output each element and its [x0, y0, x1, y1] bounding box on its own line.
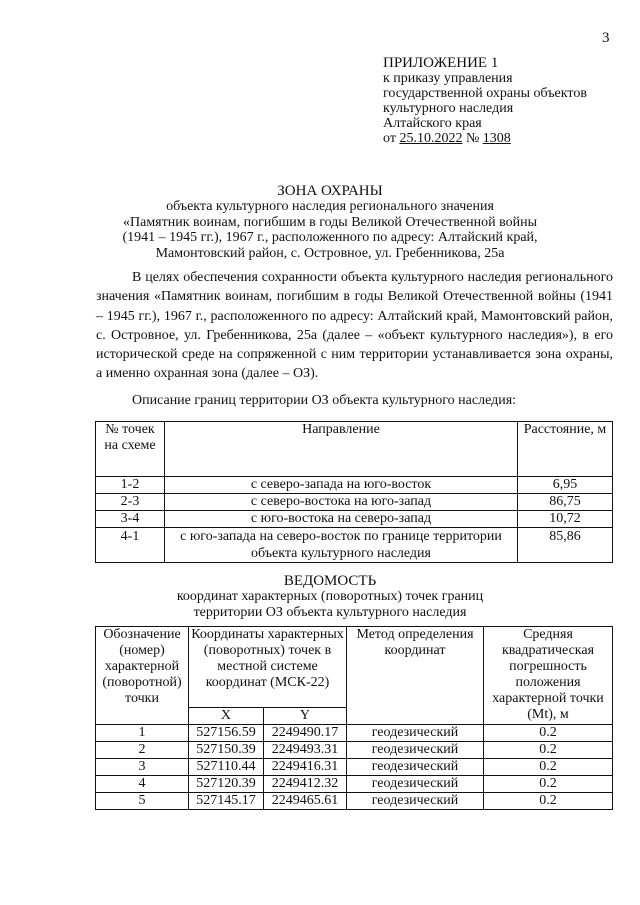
header-direction: Направление — [165, 422, 518, 477]
cell-direction: с юго-востока на северо-запад — [165, 511, 518, 528]
boundary-description: Описание границ территории ОЗ объекта культурного наследия: — [132, 393, 517, 408]
appendix-line: культурного наследия — [383, 101, 514, 116]
zone-subtitle — [60, 199, 600, 261]
cell-number: 1 — [96, 725, 189, 742]
table-row — [96, 511, 613, 528]
cell-y: 2249412.32 — [263, 776, 346, 793]
cell-error: 0.2 — [484, 725, 613, 742]
number-sign: № — [465, 131, 480, 146]
appendix-line: к приказу управления — [383, 71, 513, 86]
vedomost-subtitle-line: координат характерных (поворотных) точек границ — [176, 589, 484, 604]
cell-method: геодезический — [347, 793, 484, 810]
header-distance: Расстояние, м — [518, 422, 613, 477]
cell-method: геодезический — [347, 776, 484, 793]
appendix-line: Алтайского края — [383, 116, 482, 131]
cell-x: 527110.44 — [189, 759, 264, 776]
cell-distance: 10,72 — [518, 511, 613, 528]
vedomost-title: ВЕДОМОСТЬ — [283, 573, 377, 589]
cell-y: 2249493.31 — [263, 742, 346, 759]
zone-subtitle-line: объекта культурного наследия регионального значения — [166, 199, 494, 214]
order-date: 25.10.2022 — [399, 131, 463, 146]
cell-y: 2249490.17 — [263, 725, 346, 742]
cell-number: 4 — [96, 776, 189, 793]
cell-direction: с северо-запада на юго-восток — [165, 477, 518, 494]
header-points: № точек на схеме — [96, 422, 165, 477]
coordinates-table — [95, 626, 613, 810]
zone-subtitle-line: Мамонтовский район, с. Островное, ул. Гребенникова, 25а — [155, 245, 505, 261]
cell-x: 527145.17 — [189, 793, 264, 810]
table-row — [96, 742, 613, 759]
table-header-row — [96, 627, 613, 708]
cell-error: 0.2 — [484, 742, 613, 759]
header-coordinates: Координаты характерных (поворотных) точек в местной системе координат (МСК-22) — [189, 627, 347, 708]
header-y: Y — [263, 708, 346, 725]
cell-distance: 86,75 — [518, 494, 613, 511]
table-row — [96, 494, 613, 511]
header-method: Метод определения координат — [347, 627, 484, 725]
zone-subtitle-line: «Памятник воинам, погибшим в годы Великой Отечественной войны — [123, 214, 537, 230]
table-row — [96, 793, 613, 810]
cell-y: 2249465.61 — [263, 793, 346, 810]
zone-subtitle-line: (1941 – 1945 гг.), 1967 г., расположенного по адресу: Алтайский край, — [122, 230, 538, 245]
cell-number: 2 — [96, 742, 189, 759]
cell-points: 4-1 — [96, 528, 165, 563]
cell-distance: 85,86 — [518, 528, 613, 563]
zone-title: ЗОНА ОХРАНЫ — [277, 183, 383, 199]
cell-points: 1-2 — [96, 477, 165, 494]
cell-direction: с северо-востока на юго-запад — [165, 494, 518, 511]
cell-points: 3-4 — [96, 511, 165, 528]
cell-error: 0.2 — [484, 793, 613, 810]
vedomost-subtitle — [60, 589, 600, 620]
page-number: 3 — [602, 30, 610, 46]
appendix-date-line — [383, 131, 587, 146]
appendix-header — [383, 56, 587, 146]
cell-x: 527156.59 — [189, 725, 264, 742]
date-prefix: от — [383, 131, 396, 146]
cell-points: 2-3 — [96, 494, 165, 511]
order-number: 1308 — [482, 131, 511, 146]
cell-method: геодезический — [347, 725, 484, 742]
cell-error: 0.2 — [484, 759, 613, 776]
cell-number: 3 — [96, 759, 189, 776]
header-x: X — [189, 708, 264, 725]
cell-method: геодезический — [347, 742, 484, 759]
appendix-line: государственной охраны объектов — [383, 86, 587, 101]
cell-distance: 6,95 — [518, 477, 613, 494]
header-designation: Обозначение (номер) характерной (поворотной) точки — [96, 627, 189, 725]
table-header-row — [96, 422, 613, 477]
body-paragraph: В целях обеспечения сохранности объекта культурного наследия регионального значения «Памятник воинам, погибшим в годы Великой Отечественной войны (1941 – 1945 гг.), 1967 г., расположенного по адресу: Алтайский край, Мамонтовский район, с. Островное, ул. Гребенникова, 25а (далее – «объект культурного наследия»), в его исторической среде на сопряженной с ним территории устанавливается зона охраны, а именно охранная зона (далее – ОЗ). — [96, 270, 613, 382]
boundary-table — [95, 421, 613, 563]
cell-y: 2249416.31 — [263, 759, 346, 776]
table-row — [96, 759, 613, 776]
cell-method: геодезический — [347, 759, 484, 776]
appendix-title: ПРИЛОЖЕНИЕ 1 — [383, 55, 499, 71]
table-row — [96, 528, 613, 563]
cell-direction: с юго-запада на северо-восток по границе территории объекта культурного наследия — [165, 528, 518, 563]
header-error: Средняя квадратическая погрешность положения характерной точки (Mt), м — [484, 627, 613, 725]
cell-x: 527120.39 — [189, 776, 264, 793]
table-row — [96, 477, 613, 494]
cell-number: 5 — [96, 793, 189, 810]
table-row — [96, 725, 613, 742]
vedomost-subtitle-line: территории ОЗ объекта культурного наследия — [193, 604, 467, 620]
table-row — [96, 776, 613, 793]
cell-error: 0.2 — [484, 776, 613, 793]
cell-x: 527150.39 — [189, 742, 264, 759]
